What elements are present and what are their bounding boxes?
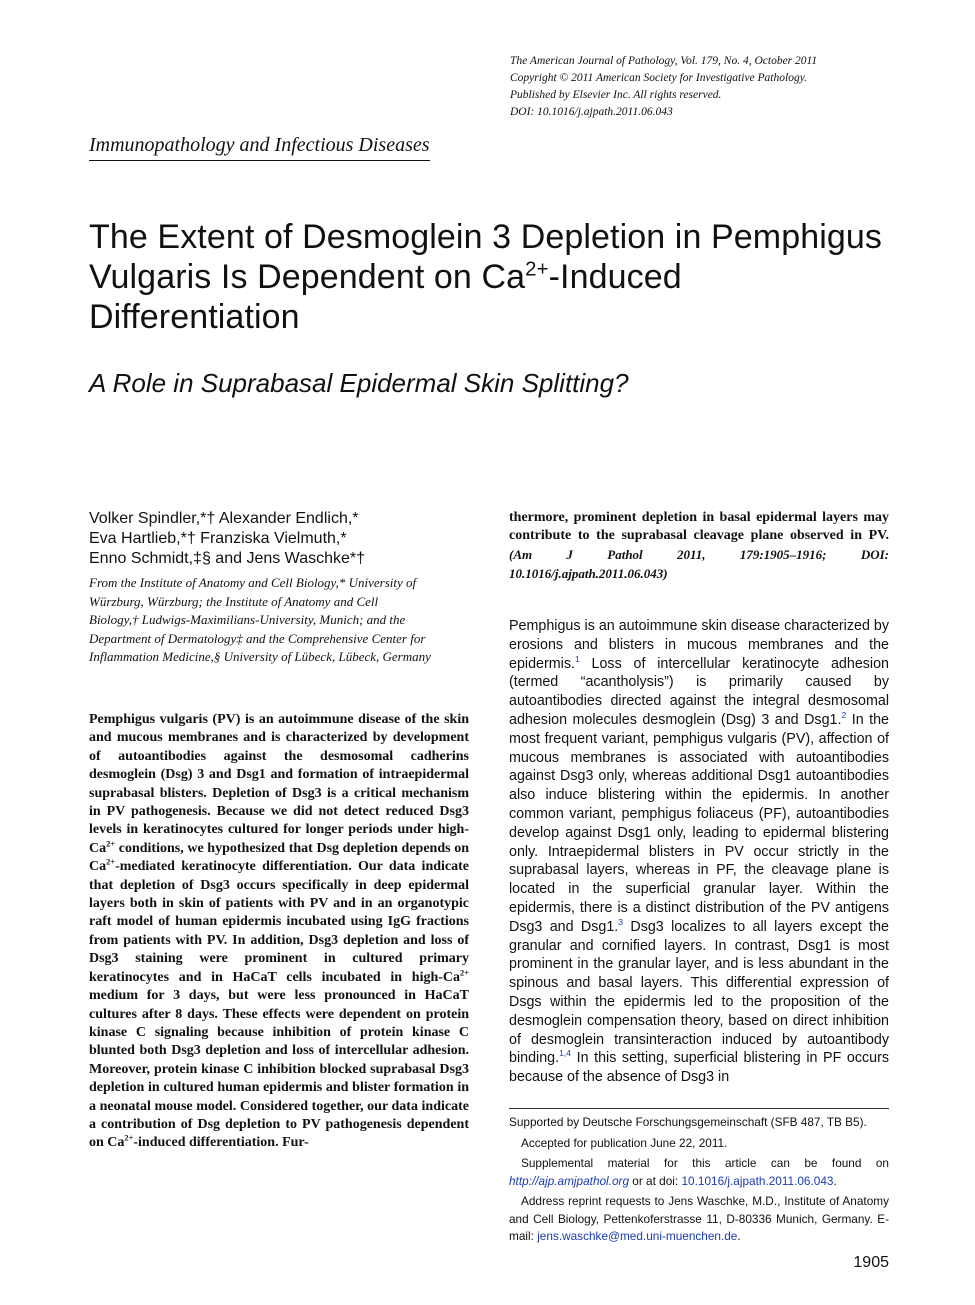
reprint-text: Address reprint requests to Jens Waschke, M.D., Institute of Anatomy and Cell Biology, Pettenkoferstrasse 11, D-80336 Munich, Germany. E-mail: xyxy=(509,1194,889,1243)
email-link[interactable]: jens.waschke@med.uni-muenchen.de xyxy=(537,1229,738,1243)
abstract-text-2: conditions, we hypothesized that Dsg depletion depends on Ca xyxy=(89,840,469,875)
abstract-text-5: -induced differentiation. Fur- xyxy=(133,1135,309,1151)
intro-text-2: Loss of intercellular keratinocyte adhesion (termed “acantholysis”) is primarily caused by autoantibodies directed against the integral desmosomal adhesion molecules desmoglein (Dsg) 3 and Dsg1. xyxy=(509,655,889,728)
page-number: 1905 xyxy=(853,1254,889,1271)
supplemental-end: . xyxy=(833,1173,837,1188)
intro-text-4: Dsg3 localizes to all layers except the granular and cornified layers. In contrast, Dsg1 is most prominent in the granular layer, and is less abundant in the spinous and basal layers. This differential expression of Dsgs within the epidermis led to the proposition of the desmoglein compensation theory, based on direct inhibition of desmoglein transinteraction induced by autoantibody binding. xyxy=(509,918,889,1067)
funding-note: Supported by Deutsche Forschungsgemeinschaft (SFB 487, TB B5). xyxy=(509,1115,867,1129)
journal-copyright: Copyright © 2011 American Society for Investigative Pathology. xyxy=(510,72,808,84)
author-line-1: Volker Spindler,*† Alexander Endlich,* xyxy=(89,510,359,527)
article-subtitle: A Role in Suprabasal Epidermal Skin Splitting? xyxy=(89,368,629,398)
journal-info xyxy=(510,53,930,121)
reference-link-4[interactable]: 1,4 xyxy=(559,1048,572,1059)
supplemental-text: Supplemental material for this article can be found on xyxy=(521,1156,889,1170)
footnotes xyxy=(509,1114,889,1246)
affiliation-line-5: Inflammation Medicine,§ University of Lübeck, Lübeck, Germany xyxy=(89,649,431,664)
abstract-text-3: -mediated keratinocyte differentiation. Our data indicate that depletion of Dsg3 occurs specifically in deep epidermal layers both in skin of patients with PV and in an organotypic raft model of human epidermis incubated using IgG fractions from patients with PV. In addition, Dsg3 depletion and loss of Dsg3 staining were prominent in cultured primary keratinocytes and in HaCaT cells incubated in high-Ca xyxy=(89,859,469,985)
accepted-note: Accepted for publication June 22, 2011. xyxy=(521,1135,728,1150)
reference-link-1[interactable]: 1 xyxy=(574,653,580,664)
supplemental-or: or at doi: xyxy=(629,1173,682,1188)
intro-text-1: Pemphigus is an autoimmune skin disease characterized by erosions and blisters in mucous membranes and the epidermis. xyxy=(509,618,889,672)
abstract-sup-4: 2+ xyxy=(124,1133,134,1143)
affiliation-line-1: From the Institute of Anatomy and Cell Biology,* University of xyxy=(89,575,417,590)
title-line-2 xyxy=(89,257,949,297)
intro-paragraph xyxy=(509,617,889,1087)
footnote-divider xyxy=(509,1108,889,1109)
section-label: Immunopathology and Infectious Diseases xyxy=(89,134,430,156)
abstract-sup-3: 2+ xyxy=(460,968,469,978)
journal-citation: The American Journal of Pathology, Vol. 179, No. 4, October 2011 xyxy=(510,55,818,67)
abstract-sup-2: 2+ xyxy=(106,857,116,867)
author-line-2: Eva Hartlieb,*† Franziska Vielmuth,* xyxy=(89,530,347,547)
doi-link[interactable]: 10.1016/j.ajpath.2011.06.043 xyxy=(681,1173,834,1188)
abstract-citation: (Am J Pathol 2011, 179:1905–1916; DOI: 10.1016/j.ajpath.2011.06.043) xyxy=(509,546,889,582)
author-line-3: Enno Schmidt,‡§ and Jens Waschke*† xyxy=(89,550,366,567)
journal-publisher: Published by Elsevier Inc. All rights reserved. xyxy=(510,89,722,101)
affiliation-line-4: Department of Dermatology‡ and the Comprehensive Center for xyxy=(89,630,426,646)
reference-link-3[interactable]: 3 xyxy=(618,916,624,927)
title-superscript: 2+ xyxy=(525,258,549,281)
title-line-3: Differentiation xyxy=(89,298,300,336)
author-list xyxy=(89,509,479,569)
article-title xyxy=(89,217,949,337)
reference-link-2[interactable]: 2 xyxy=(841,710,847,721)
abstract-text-1: Pemphigus vulgaris (PV) is an autoimmune disease of the skin and mucous membranes and is characterized by development of autoantibodies against the desmosomal cadherins desmoglein (Dsg) 3 and Dsg1 and formation of intraepidermal suprabasal blisters. Depletion of Dsg3 is a critical mechanism in PV pathogenesis. Because we did not detect reduced Dsg3 levels in keratinocytes cultured for longer periods under high-Ca xyxy=(89,712,469,856)
supplemental-note xyxy=(509,1155,889,1190)
intro-text-3: In the most frequent variant, pemphigus vulgaris (PV), affection of mucous membranes is associated with autoantibodies against Dsg3 only, whereas additional Dsg1 autoantibodies also induce blistering within the epidermis. In another common variant, pemphigus foliaceus (PF), autoantibodies develop against Dsg1 only, leading to epidermal blistering only. Intraepidermal blisters in PV occur strictly in the suprabasal layers, whereas in PF, the cleavage plane is located in the superficial granular layer. Within the epidermis, there is a distinct distribution of the PV antigens Dsg3 and Dsg1. xyxy=(509,711,889,935)
affiliations xyxy=(89,574,479,667)
abstract-continuation xyxy=(509,509,889,585)
supplemental-url-link[interactable]: http://ajp.amjpathol.org xyxy=(509,1173,630,1188)
intro-text-5: In this setting, superficial blistering in PF occurs because of the absence of Dsg3 in xyxy=(509,1050,889,1086)
title-line-1: The Extent of Desmoglein 3 Depletion in Pemphigus xyxy=(89,218,883,256)
affiliation-line-2: Würzburg, Würzburg; the Institute of Anatomy and Cell xyxy=(89,593,379,609)
abstract-sup-1: 2+ xyxy=(106,839,116,849)
reprint-note xyxy=(509,1193,889,1246)
journal-doi: DOI: 10.1016/j.ajpath.2011.06.043 xyxy=(510,106,673,118)
affiliation-line-3: Biology,† Ludwigs-Maximilians-University, Munich; and the xyxy=(89,612,406,627)
title-line-2b: -Induced xyxy=(548,258,682,296)
section-heading xyxy=(89,132,430,161)
abstract-cont-text: thermore, prominent depletion in basal epidermal layers may contribute to the suprabasal cleavage plane observed in PV. xyxy=(509,510,889,544)
abstract xyxy=(89,711,469,1153)
reprint-end: . xyxy=(737,1229,741,1243)
abstract-text-4: medium for 3 days, but were less pronounced in HaCaT cultures after 8 days. These effects were dependent on protein kinase C signaling because inhibition of protein kinase C blunted both Dsg3 depletion and loss of intercellular adhesion. Moreover, protein kinase C inhibition blocked suprabasal Dsg3 depletion in cultured human epidermis and blister formation in a neonatal mouse model. Considered together, our data indicate a contribution of Dsg depletion to PV pathogenesis dependent on Ca xyxy=(89,988,469,1151)
title-line-2a: Vulgaris Is Dependent on Ca xyxy=(89,258,526,296)
